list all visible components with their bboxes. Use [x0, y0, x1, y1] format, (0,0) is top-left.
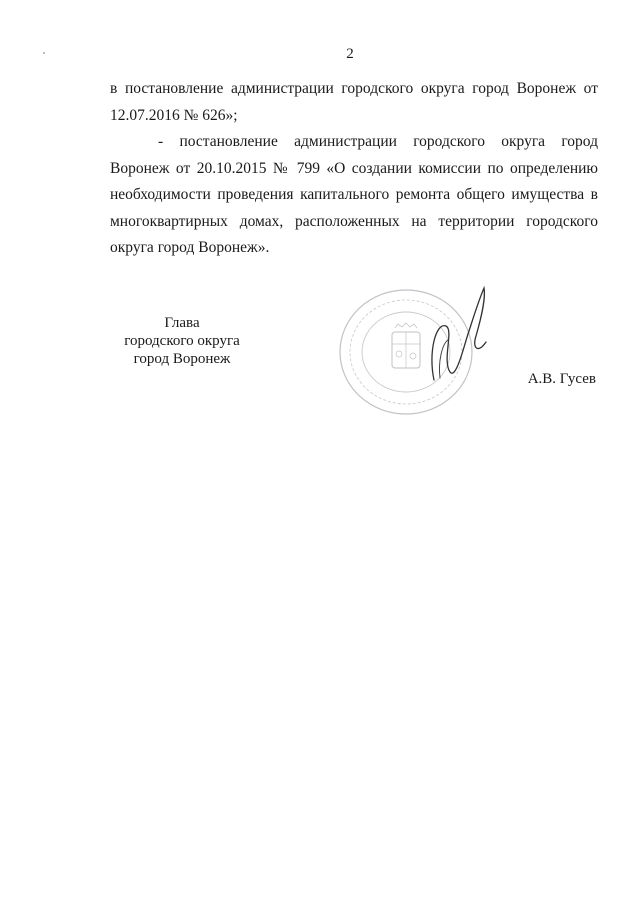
- handwritten-signature-icon: [420, 282, 510, 392]
- page-number: 2: [346, 46, 354, 62]
- paragraph-resolution-item: - постановление администрации городского округа город Воронеж от 20.10.2015 № 799 «О создании комиссии по определению необходимости проведения капитального ремонта общего имущества в многоквартирных домах, расположенных на территории городского округа город Воронеж».: [110, 133, 598, 256]
- position-line: город Воронеж: [133, 351, 231, 367]
- position-line: городского округа: [124, 333, 240, 349]
- signatory-position: [104, 314, 260, 368]
- paragraph-continuation: в постановление администрации городского округа город Воронеж от 12.07.2016 № 626»;: [110, 80, 598, 124]
- position-line: Глава: [164, 315, 200, 331]
- signatory-name: А.В. Гусев: [527, 371, 596, 387]
- document-body: [110, 76, 598, 262]
